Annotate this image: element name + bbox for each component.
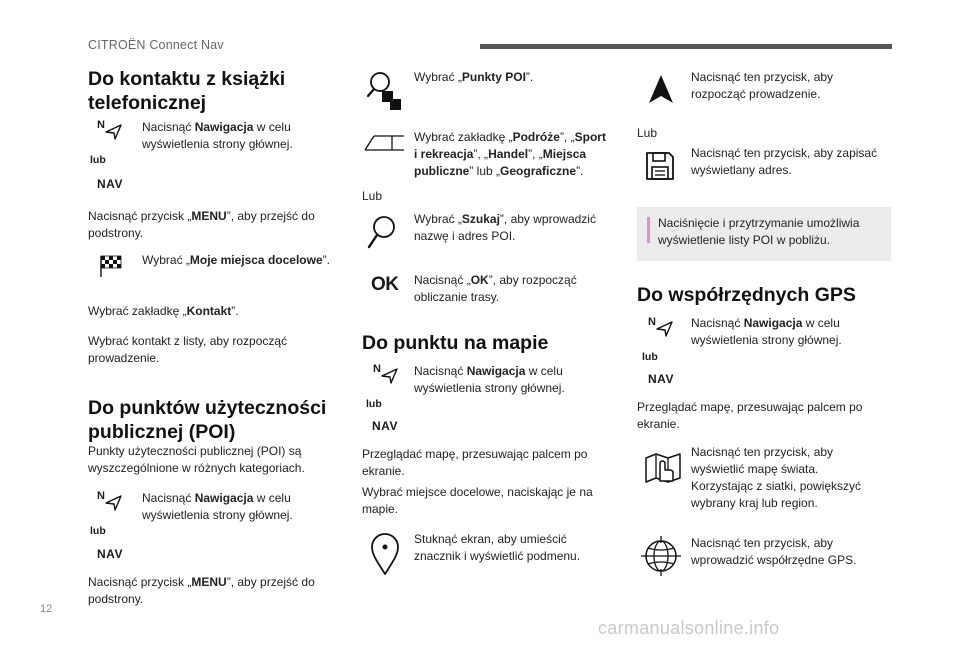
navigation-arrow-icon bbox=[379, 368, 399, 384]
page-number: 12 bbox=[40, 603, 53, 615]
my-destinations-text: Wybrać „Moje miejsca docelowe”. bbox=[142, 253, 330, 267]
info-text: Naciśnięcie i przytrzymanie umożliwia wyświetlenie listy POI w pobliżu. bbox=[658, 216, 860, 247]
section-title-gps: Do współrzędnych GPS bbox=[637, 284, 856, 306]
press-navigation-text: Nacisnąć Nawigacja w celu wyświetlenia strony głównej. bbox=[691, 316, 842, 347]
browse-map-text: Przeglądać mapę, przesuwając palcem po ekranie. bbox=[637, 400, 863, 431]
save-icon bbox=[644, 150, 676, 182]
nav-letter: N bbox=[97, 490, 105, 502]
nav-button-label: NAV bbox=[648, 372, 674, 386]
world-map-hand-icon bbox=[644, 448, 682, 486]
press-navigation-text: Nacisnąć Nawigacja w celu wyświetlenia strony głównej. bbox=[142, 120, 293, 151]
search-icon bbox=[366, 214, 398, 256]
press-navigation-text: Nacisnąć Nawigacja w celu wyświetlenia strony głównej. bbox=[414, 364, 565, 395]
select-poi-text: Wybrać „Punkty POI”. bbox=[414, 70, 534, 84]
or-label: lub bbox=[366, 398, 382, 410]
search-text: Wybrać „Szukaj”, aby wprowadzić nazwę i adres POI. bbox=[414, 212, 596, 243]
watermark: carmanualsonline.info bbox=[598, 618, 780, 638]
section-title-poi: Do punktów użyteczności publicznej (POI) bbox=[88, 397, 327, 443]
header-title: CITROËN Connect Nav bbox=[88, 38, 224, 52]
tap-screen-text: Stuknąć ekran, aby umieścić znacznik i wyświetlić podmenu. bbox=[414, 532, 581, 563]
or-label: lub bbox=[90, 525, 106, 537]
press-navigation-text: Nacisnąć Nawigacja w celu wyświetlenia strony głównej. bbox=[142, 491, 293, 522]
contact-tab-text: Wybrać zakładkę „Kontakt”. bbox=[88, 304, 239, 318]
or-text: Lub bbox=[637, 126, 658, 140]
or-label: lub bbox=[642, 351, 658, 363]
browse-map-text: Przeglądać mapę, przesuwając palcem po ekranie. bbox=[362, 447, 588, 478]
navigation-arrow-icon bbox=[103, 495, 123, 511]
section-title-map-point: Do punktu na mapie bbox=[362, 332, 549, 354]
globe-icon bbox=[640, 535, 682, 577]
nav-button-label: NAV bbox=[97, 547, 123, 561]
nav-letter: N bbox=[648, 316, 656, 328]
poi-description: Punkty użyteczności publicznej (POI) są wyszczególnione w różnych kategoriach. bbox=[88, 444, 305, 475]
navigation-arrow-icon bbox=[103, 124, 123, 140]
world-map-text: Nacisnąć ten przycisk, aby wyświetlić mapę świata. Korzystając z siatki, powiększyć wybrany kraj lub region. bbox=[691, 445, 862, 510]
nav-button-label: NAV bbox=[372, 419, 398, 433]
or-label: lub bbox=[90, 154, 106, 166]
start-guidance-icon bbox=[647, 73, 675, 105]
pick-destination-text: Wybrać miejsce docelowe, naciskając je na mapie. bbox=[362, 485, 593, 516]
select-contact-text: Wybrać kontakt z listy, aby rozpocząć prowadzenie. bbox=[88, 334, 288, 365]
header-bar bbox=[480, 44, 892, 49]
save-address-text: Nacisnąć ten przycisk, aby zapisać wyświetlany adres. bbox=[691, 146, 878, 177]
poi-search-icon bbox=[366, 70, 404, 112]
press-ok-text: Nacisnąć „OK”, aby rozpocząć obliczanie trasy. bbox=[414, 273, 577, 304]
tab-icon bbox=[364, 134, 406, 152]
ok-button-label: OK bbox=[371, 274, 399, 295]
location-pin-icon bbox=[370, 532, 400, 576]
navigation-arrow-icon bbox=[654, 321, 674, 337]
checkered-flag-icon bbox=[99, 252, 123, 278]
nav-letter: N bbox=[373, 363, 381, 375]
nav-button-label: NAV bbox=[97, 177, 123, 191]
info-accent-bar bbox=[647, 217, 650, 243]
menu-text: Nacisnąć przycisk „MENU”, aby przejść do podstrony. bbox=[88, 575, 315, 606]
menu-text: Nacisnąć przycisk „MENU”, aby przejść do podstrony. bbox=[88, 209, 315, 240]
section-title-contact: Do kontaktu z książki telefonicznej bbox=[88, 68, 286, 114]
or-text: Lub bbox=[362, 189, 383, 203]
nav-letter: N bbox=[97, 119, 105, 131]
start-guidance-text: Nacisnąć ten przycisk, aby rozpocząć prowadzenie. bbox=[691, 70, 834, 101]
gps-coordinates-text: Nacisnąć ten przycisk, aby wprowadzić współrzędne GPS. bbox=[691, 536, 857, 567]
select-category-tab-text: Wybrać zakładkę „Podróże”, „Sport i rekreacja”, „Handel”, „Miejsca publiczne” lub „Geograficzne”. bbox=[414, 130, 606, 178]
